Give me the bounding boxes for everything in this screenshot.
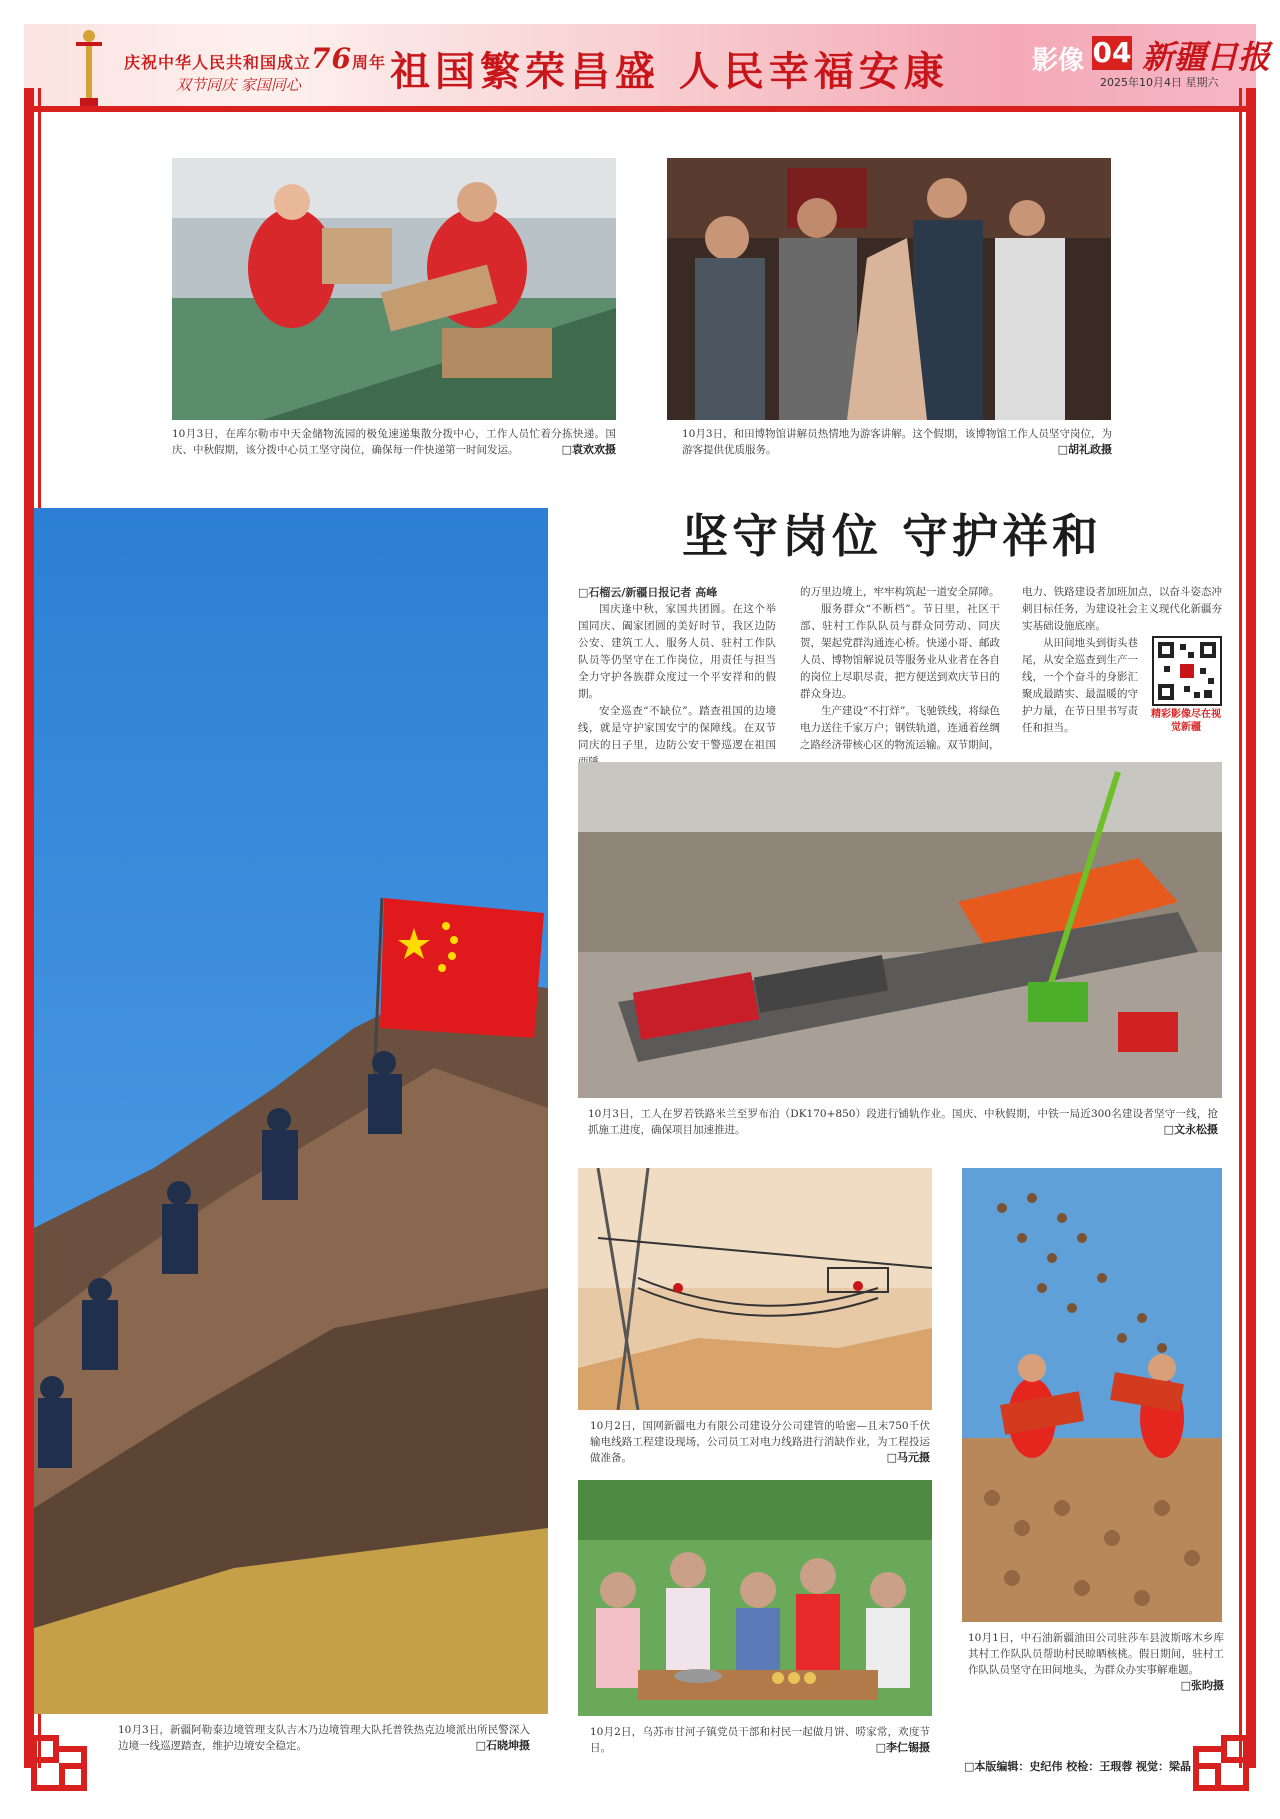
qr-pattern bbox=[1154, 638, 1220, 704]
museum-illustration bbox=[667, 158, 1111, 420]
anniversary-subtitle: 双节同庆 家国同心 bbox=[176, 76, 301, 94]
issue-date: 2025年10月4日 星期六 bbox=[1100, 76, 1219, 89]
huabiao-pillar-icon bbox=[72, 28, 106, 106]
page-number: 04 bbox=[1092, 36, 1132, 69]
article-byline: □石榴云/新疆日报记者 高峰 bbox=[578, 586, 718, 599]
power-line-illustration bbox=[578, 1168, 932, 1410]
caption-museum-guide bbox=[682, 426, 1112, 458]
photo-credit: □张昀摄 bbox=[1180, 1679, 1224, 1692]
caption-text: 10月3日，新疆阿勒泰边境管理支队吉木乃边境管理大队托普铁热克边境派出所民警深入边境一线巡逻踏查，维护边境安全稳定。 bbox=[118, 1724, 530, 1752]
editors-credit: □本版编辑：史纪伟 校检：王瑕蓉 视觉：梁晶 bbox=[964, 1760, 1192, 1773]
header-slogan: 祖国繁荣昌盛 人民幸福安康 bbox=[390, 49, 949, 95]
caption-power-line bbox=[590, 1418, 930, 1466]
article-paragraph: 的万里边境上，牢牢构筑起一道安全屏障。 bbox=[800, 586, 1000, 598]
caption-railway-laying bbox=[588, 1106, 1218, 1138]
photo-walnut-drying bbox=[962, 1168, 1222, 1622]
caption-text: 10月3日，在库尔勒市中天金储物流园的极兔速递集散分拨中心，工作人员忙着分拣快递。国庆、中秋假期，该分拨中心员工坚守岗位，确保每一件快递第一时间发运。 bbox=[172, 428, 616, 456]
qr-code-icon[interactable] bbox=[1152, 636, 1222, 706]
photo-credit: □李仁锡摄 bbox=[875, 1741, 930, 1754]
photo-railway-laying bbox=[578, 762, 1222, 1098]
header-divider bbox=[24, 106, 1256, 112]
anniversary-text-pre: 庆祝中华人民共和国成立 bbox=[124, 53, 312, 72]
photo-credit: □文永松摄 bbox=[1163, 1123, 1218, 1136]
article-paragraph: 生产建设“不打烊”。飞驰铁线，将绿色电力送往千家万户；钢铁轨道，连通着丝绸之路经济带核心区的物流运输。双节期间， bbox=[800, 705, 1000, 751]
article-paragraph: 服务群众“不断档”。节日里，社区干部、驻村工作队队员与群众同劳动、同庆贺，架起党群沟通连心桥。快递小哥、邮政人员、博物馆解说员等服务业从业者在各自的岗位上尽职尽责，把方便送到欢庆节日的群众身边。 bbox=[800, 603, 1000, 700]
article-column-1 bbox=[578, 584, 776, 771]
anniversary-number: 76 bbox=[311, 42, 352, 75]
article-paragraph: 国庆逢中秋，家国共团圆。在这个举国同庆、阖家团圆的美好时节，我区边防公安、建筑工人、服务人员、驻村工作队队员等仍坚守在工作岗位，用责任与担当全力守护各族群众度过一个平安祥和的假期。 bbox=[578, 603, 776, 700]
photo-mooncake-making bbox=[578, 1480, 932, 1716]
photo-credit: □石晓坤摄 bbox=[475, 1739, 530, 1752]
article-paragraph: 从田间地头到街头巷尾，从安全巡查到生产一线，一个个奋斗的身影汇聚成最踏实、最温暖的守护力量，在节日里书写责任和担当。 bbox=[1022, 637, 1138, 734]
caption-border-patrol bbox=[118, 1722, 530, 1754]
walnut-illustration bbox=[962, 1168, 1222, 1622]
photo-credit: □马元摄 bbox=[886, 1451, 930, 1464]
border-patrol-illustration bbox=[34, 508, 548, 1714]
photo-credit: □袁欢欢摄 bbox=[561, 443, 616, 456]
anniversary-banner bbox=[124, 42, 386, 75]
parcel-sorting-illustration bbox=[172, 158, 616, 420]
caption-parcel-sorting bbox=[172, 426, 616, 458]
caption-mooncake-making bbox=[590, 1724, 930, 1756]
caption-text: 10月3日，和田博物馆讲解员热情地为游客讲解。这个假期，该博物馆工作人员坚守岗位，为游客提供优质服务。 bbox=[682, 428, 1112, 456]
photo-parcel-sorting bbox=[172, 158, 616, 420]
mooncake-illustration bbox=[578, 1480, 932, 1716]
caption-text: 10月2日，乌苏市甘河子镇党员干部和村民一起做月饼、唠家常，欢度节日。 bbox=[590, 1726, 930, 1754]
article-column-2 bbox=[800, 584, 1000, 754]
newspaper-logo: 新疆日报 bbox=[1142, 38, 1271, 76]
caption-text: 10月1日，中石油新疆油田公司驻莎车县波斯喀木乡库其村工作队队员帮助村民晾晒核桃。假日期间，驻村工作队队员坚守在田间地头，为群众办实事解难题。 bbox=[968, 1632, 1224, 1676]
caption-walnut-drying bbox=[968, 1630, 1224, 1694]
frame-left bbox=[24, 88, 34, 1768]
chinese-knot-left-icon bbox=[26, 1730, 92, 1796]
caption-text: 10月3日，工人在罗若铁路米兰至罗布泊（DK170+850）段进行铺轨作业。国庆、中秋假期，中铁一局近300名建设者坚守一线，抢抓施工进度，确保项目加速推进。 bbox=[588, 1108, 1218, 1136]
qr-label: 精彩影像尽在视觉新疆 bbox=[1151, 709, 1221, 733]
article-paragraph: 安全巡查“不缺位”。踏查祖国的边境线，就是守护家国安宁的保障线。在双节同庆的日子里，边防公安干警巡逻在祖国 bbox=[578, 705, 776, 751]
chinese-knot-right-icon bbox=[1188, 1730, 1254, 1796]
anniversary-text-post: 周年 bbox=[351, 53, 386, 72]
section-name: 影像 bbox=[1032, 46, 1085, 76]
caption-text: 10月2日，国网新疆电力有限公司建设分公司建管的哈密—且末750千伏输电线路工程建设现场，公司员工对电力线路进行消缺作业，为工程投运做准备。 bbox=[590, 1420, 930, 1464]
photo-credit: □胡礼政摄 bbox=[1057, 443, 1112, 456]
photo-border-patrol bbox=[34, 508, 548, 1714]
photo-power-line bbox=[578, 1168, 932, 1410]
photo-museum-guide bbox=[667, 158, 1111, 420]
frame-right bbox=[1246, 88, 1256, 1768]
article-paragraph: 电力、铁路建设者加班加点，以奋斗姿态冲刺目标任务，为建设社会主义现代化新疆夯实基础设施底座。 bbox=[1022, 586, 1222, 632]
article-title: 坚守岗位 守护祥和 bbox=[682, 509, 1103, 563]
railway-illustration bbox=[578, 762, 1222, 1098]
